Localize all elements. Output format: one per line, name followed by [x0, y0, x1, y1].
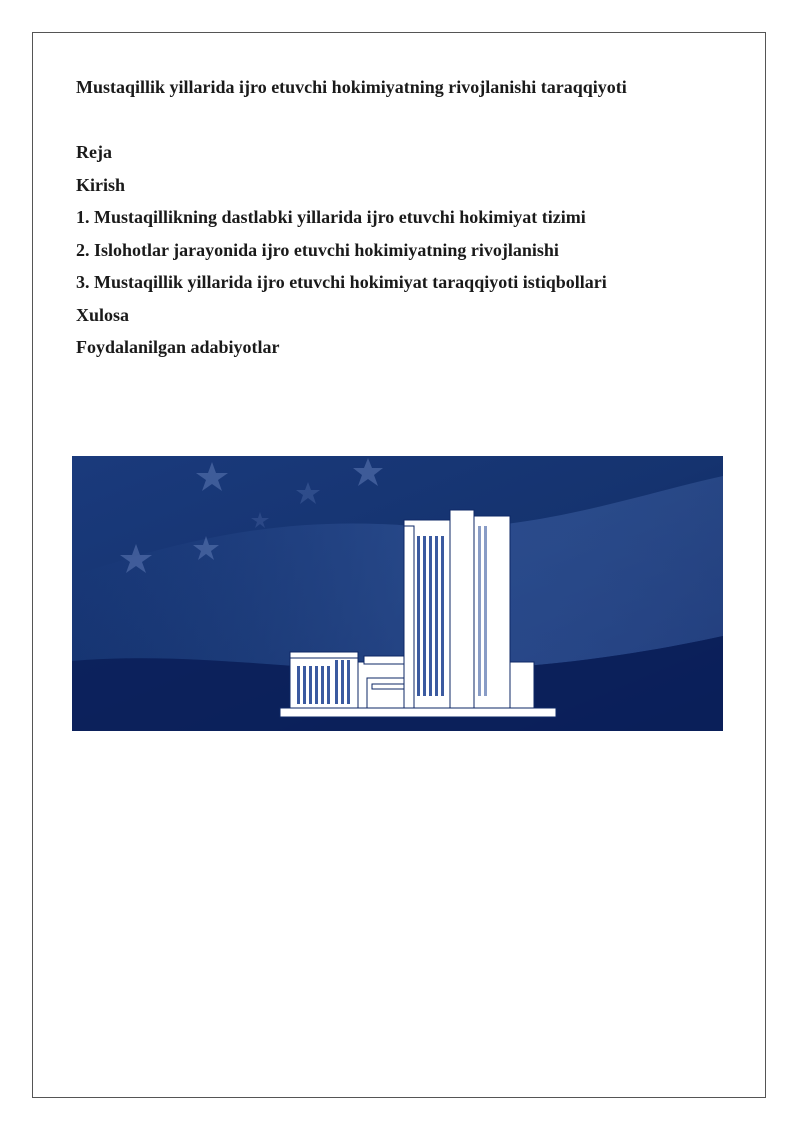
low-wing-windows — [297, 660, 350, 704]
outline-item-kirish: Kirish — [76, 174, 126, 195]
building-base — [280, 708, 556, 717]
outline-item-adabiyotlar: Foydalanilgan adabiyotlar — [76, 337, 280, 357]
outline-heading-reja: Reja — [76, 142, 112, 162]
outline-item-3: 3. Mustaqillik yillarida ijro etuvchi hokimiyat taraqqiyoti istiqbollari — [76, 272, 607, 292]
outline-item-1: 1. Mustaqillikning dastlabki yillarida ijro etuvchi hokimiyat tizimi — [76, 207, 586, 227]
outline-item-2: 2. Islohotlar jarayonida ijro etuvchi hokimiyatning rivojlanishi — [76, 239, 559, 260]
document-outline — [76, 141, 607, 369]
document-title: Mustaqillik yillarida ijro etuvchi hokimiyatning rivojlanishi taraqqiyoti — [76, 77, 627, 97]
outline-item-xulosa: Xulosa — [76, 304, 130, 325]
government-building-illustration — [72, 456, 723, 731]
